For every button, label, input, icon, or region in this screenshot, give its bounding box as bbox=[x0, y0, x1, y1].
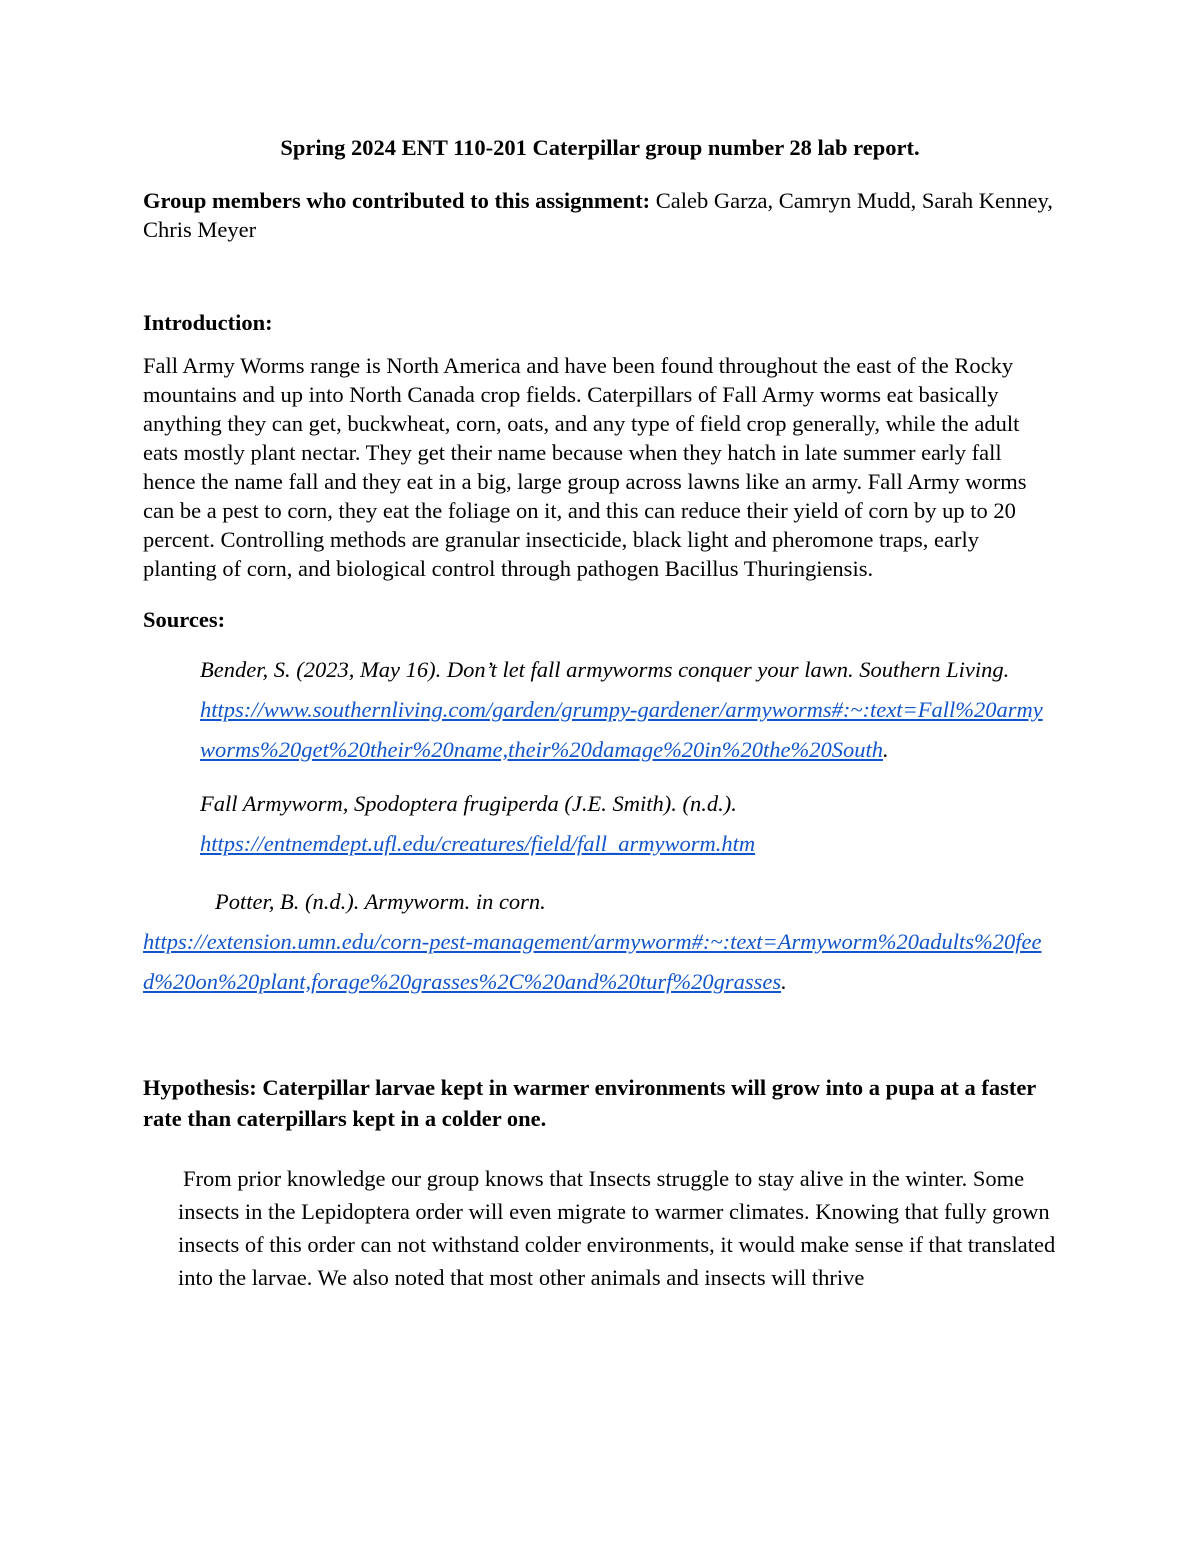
citation-potter-url-line bbox=[143, 922, 1057, 1002]
citation-bender-text: Bender, S. (2023, May 16). Don’t let fall armyworms conquer your lawn. Southern Living. bbox=[200, 657, 1010, 682]
hypothesis-statement: Hypothesis: Caterpillar larvae kept in warmer environments will grow into a pupa at a faster rate than caterpillars kept in a colder one. bbox=[143, 1075, 1036, 1131]
citation-potter-period: . bbox=[781, 969, 787, 994]
group-members-line bbox=[143, 186, 1057, 244]
document-title: Spring 2024 ENT 110-201 Caterpillar group number 28 lab report. bbox=[280, 135, 920, 160]
citation-ufl-url-line bbox=[200, 824, 1057, 864]
hypothesis-rationale-paragraph: From prior knowledge our group knows that Insects struggle to stay alive in the winter. Some insects in the Lepidoptera order will even migrate to warmer climates. Knowing that fully grown insects of this order can not withstand colder environments, it would make sense if that translated into the larvae. We also noted that most other animals and insects will thrive bbox=[178, 1166, 1056, 1290]
citation-bender bbox=[143, 650, 1057, 770]
citation-potter-link[interactable]: https://extension.umn.edu/corn-pest-management/armyworm#:~:text=Armyworm%20adults%20feed%20on%20plant,forage%20grasses%2C%20and%20turf%20grasses bbox=[143, 929, 1042, 994]
introduction-heading: Introduction: bbox=[143, 310, 273, 335]
group-members-label: Group members who contributed to this assignment: bbox=[143, 188, 651, 213]
citation-bender-period: . bbox=[883, 737, 889, 762]
citation-ufl bbox=[143, 784, 1057, 864]
citation-bender-link[interactable]: https://www.southernliving.com/garden/grumpy-gardener/armyworms#:~:text=Fall%20armyworms%20get%20their%20name,their%20damage%20in%20the%20South bbox=[200, 697, 1043, 762]
citation-potter bbox=[143, 882, 1057, 1002]
citation-ufl-link[interactable]: https://entnemdept.ufl.edu/creatures/field/fall_armyworm.htm bbox=[200, 831, 756, 856]
group-members-names: Caleb Garza, Camryn Mudd, Sarah Kenney, Chris Meyer bbox=[143, 188, 1053, 242]
citation-bender-url-line bbox=[200, 690, 1057, 770]
citation-potter-text: Potter, B. (n.d.). Armyworm. in corn. bbox=[215, 889, 546, 914]
sources-heading: Sources: bbox=[143, 607, 226, 632]
introduction-paragraph: Fall Army Worms range is North America and have been found throughout the east of the Rocky mountains and up into North Canada crop fields. Caterpillars of Fall Army worms eat basically anything they can get, buckwheat, corn, oats, and any type of field crop generally, while the adult eats mostly plant nectar. They get their name because when they hatch in late summer early fall hence the name fall and they eat in a big, large group across lawns like an army. Fall Army worms can be a pest to corn, they eat the foliage on it, and this can reduce their yield of corn by up to 20 percent. Controlling methods are granular insecticide, black light and pheromone traps, early planting of corn, and biological control through pathogen Bacillus Thuringiensis. bbox=[143, 353, 1027, 581]
citation-ufl-text: Fall Armyworm, Spodoptera frugiperda (J.E. Smith). (n.d.). bbox=[200, 791, 737, 816]
